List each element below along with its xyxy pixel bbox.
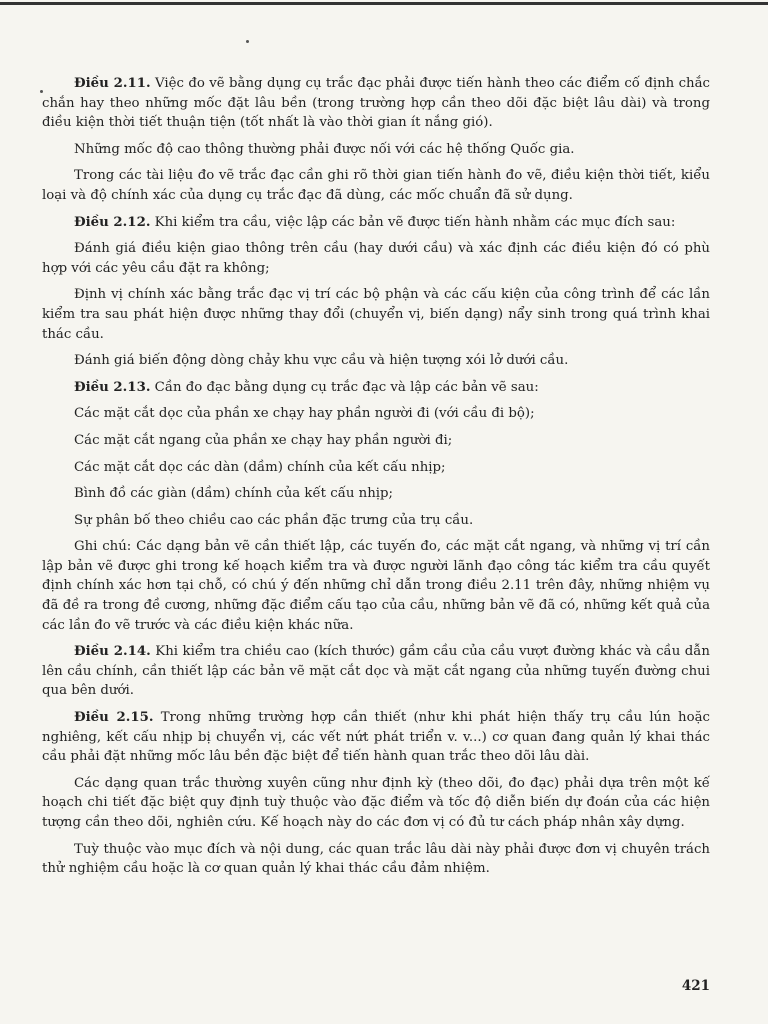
body-paragraph	[42, 774, 710, 833]
body-paragraph	[42, 840, 710, 879]
article-heading: Điều 2.13.	[74, 379, 151, 395]
article-paragraph	[42, 74, 710, 133]
paragraph-text: Những mốc độ cao thông thường phải được nối với các hệ thống Quốc gia.	[74, 141, 575, 157]
body-paragraph	[42, 458, 710, 478]
article-heading: Điều 2.15.	[74, 710, 154, 726]
scan-speck	[246, 40, 249, 43]
paragraph-text: Các mặt cắt ngang của phần xe chạy hay phần người đi;	[74, 432, 453, 448]
article-paragraph	[42, 378, 710, 398]
body-paragraph	[42, 404, 710, 424]
paragraph-text: Các mặt cắt dọc của phần xe chạy hay phần người đi (với cầu đi bộ);	[74, 406, 535, 422]
paragraph-text: Sự phân bố theo chiều cao các phần đặc trưng của trụ cầu.	[74, 512, 474, 528]
body-paragraph	[42, 511, 710, 531]
paragraph-text: Khi kiểm tra cầu, việc lập các bản vẽ được tiến hành nhằm các mục đích sau:	[150, 214, 676, 230]
paragraph-text: Tuỳ thuộc vào mục đích và nội dung, các quan trắc lâu dài này phải được đơn vị chuyên trách thử nghiệm cầu hoặc là cơ quan quản lý khai thác cầu đảm nhiệm.	[42, 841, 710, 877]
paragraph-text: Các mặt cắt dọc các dàn (dầm) chính của kết cấu nhịp;	[74, 459, 446, 475]
article-heading: Điều 2.14.	[74, 644, 151, 660]
page-number: 421	[681, 978, 710, 994]
body-paragraph	[42, 140, 710, 160]
paragraph-text: Định vị chính xác bằng trắc đạc vị trí các bộ phận và các cấu kiện của công trình để các lần kiểm tra sau phát hiện được những thay đổi (chuyển vị, biến dạng) nẩy sinh trong quá trình khai thác cầu.	[42, 287, 710, 342]
paragraph-text: Trong các tài liệu đo vẽ trắc đạc cần ghi rõ thời gian tiến hành đo vẽ, điều kiện thời tiết, kiểu loại và độ chính xác của dụng cụ trắc đạc đã dùng, các mốc chuẩn đã sử dụng.	[42, 168, 710, 203]
body-paragraph	[42, 484, 710, 504]
body-paragraph	[42, 166, 710, 205]
paragraph-text: Việc đo vẽ bằng dụng cụ trắc đạc phải được tiến hành theo các điểm cố định chắc chắn hay theo những mốc đặt lâu bền (trong trường hợp cần theo dõi đặc biệt lâu dài) và trong điều kiện thời tiết thuận tiện (tốt nhất là vào thời gian ít nắng gió).	[42, 76, 710, 131]
body-paragraph	[42, 239, 710, 278]
paragraph-text: Trong những trường hợp cần thiết (như khi phát hiện thấy trụ cầu lún hoặc nghiêng, kết cấu nhịp bị chuyển vị, các vết nứt phát triển v. v...) cơ quan đang quản lý khai thác cầu phải đặt những mốc lâu bền đặc biệt để tiến hành quan trắc theo dõi lâu dài.	[42, 710, 710, 765]
article-heading: Điều 2.12.	[74, 214, 151, 230]
paragraph-text: Cần đo đạc bằng dụng cụ trắc đạc và lập các bản vẽ sau:	[150, 379, 539, 395]
paragraph-text: Bình đồ các giàn (dầm) chính của kết cấu nhịp;	[74, 486, 394, 502]
paragraph-text: Đánh giá biến động dòng chảy khu vực cầu và hiện tượng xói lở dưới cầu.	[74, 353, 569, 369]
article-paragraph	[42, 642, 710, 701]
paragraph-text: Đánh giá điều kiện giao thông trên cầu (hay dưới cầu) và xác định các điều kiện đó có phù hợp với các yêu cầu đặt ra không;	[42, 241, 710, 276]
paragraph-text: Ghi chú: Các dạng bản vẽ cần thiết lập, các tuyến đo, các mặt cắt ngang, và những vị trí cần lập bản vẽ được ghi trong kế hoạch kiểm tra và được người lãnh đạo công tác kiểm tra cầu quyết định chính xác hơn tại chỗ, có chú ý đến những chỉ dẫn trong điều 2.11 trên đây, những nhiệm vụ đã đề ra trong đề cương, những đặc điểm cấu tạo của cầu, những bản vẽ đã có, những kết quả của các lần đo vẽ trước và các điều kiện khác nữa.	[42, 539, 710, 633]
body-paragraph	[42, 537, 710, 635]
document-body	[42, 74, 710, 886]
article-paragraph	[42, 708, 710, 767]
body-paragraph	[42, 285, 710, 344]
top-scan-border	[0, 2, 768, 5]
paragraph-text: Các dạng quan trắc thường xuyên cũng như định kỳ (theo dõi, đo đạc) phải dựa trên một kế hoạch chi tiết đặc biệt quy định tuỳ thuộc vào đặc điểm và tốc độ diễn biến dự đoán của các hiện tượng cần theo dõi, nghiên cứu. Kế hoạch này do các đơn vị có đủ tư cách pháp nhân xây dựng.	[42, 775, 710, 830]
article-heading: Điều 2.11.	[74, 76, 151, 91]
body-paragraph	[42, 431, 710, 451]
paragraph-text: Khi kiểm tra chiều cao (kích thước) gầm cầu của cầu vượt đường khác và cầu dẫn lên cầu chính, cần thiết lập các bản vẽ mặt cắt dọc và mặt cắt ngang của những tuyến đường chui qua bên dưới.	[42, 644, 710, 699]
body-paragraph	[42, 351, 710, 371]
article-paragraph	[42, 213, 710, 233]
